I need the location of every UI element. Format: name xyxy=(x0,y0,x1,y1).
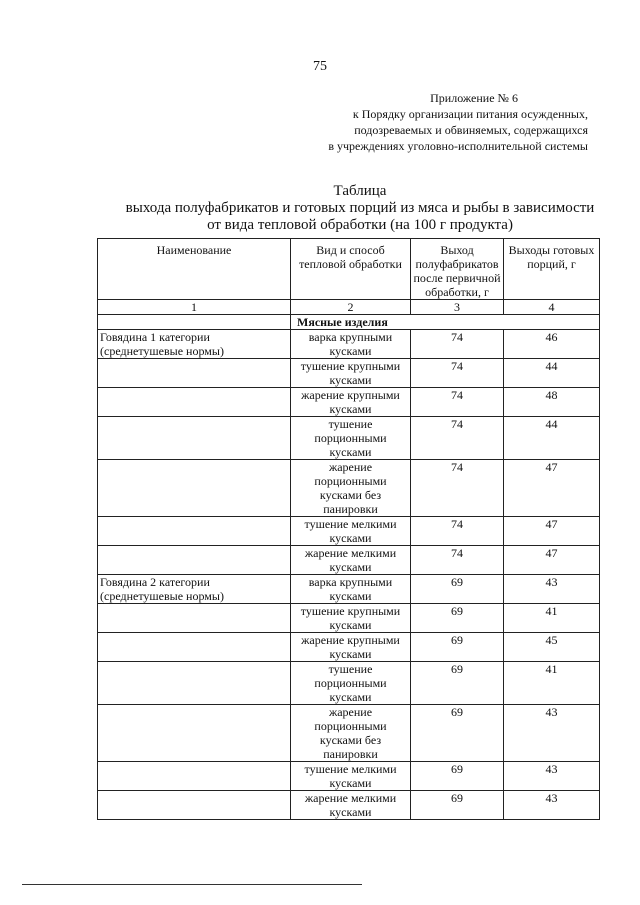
semi-yield-cell: 69 xyxy=(411,705,504,762)
method-cell: тушение порционными кусками xyxy=(291,417,411,460)
table-row xyxy=(98,604,600,633)
method-cell: жарение мелкими кусками xyxy=(291,791,411,820)
table-row xyxy=(98,359,600,388)
item-name-cell xyxy=(98,517,291,546)
item-name-cell: Говядина 1 категории (среднетушевые нормы) xyxy=(98,330,291,359)
table-row xyxy=(98,460,600,517)
header-cell: Вид и способ тепловой обработки xyxy=(291,239,411,300)
appendix-title: Приложение № 6 xyxy=(430,91,518,105)
column-number: 4 xyxy=(504,300,600,315)
table-row xyxy=(98,762,600,791)
item-name-cell xyxy=(98,662,291,705)
table-row xyxy=(98,517,600,546)
item-name-cell: Говядина 2 категории (среднетушевые нормы) xyxy=(98,575,291,604)
semi-yield-cell: 74 xyxy=(411,460,504,517)
table-body xyxy=(98,315,600,820)
header-cell: Выходы готовых порций, г xyxy=(504,239,600,300)
table-row xyxy=(98,330,600,359)
semi-yield-cell: 69 xyxy=(411,791,504,820)
section-row xyxy=(98,315,600,330)
semi-yield-cell: 69 xyxy=(411,662,504,705)
semi-yield-cell: 69 xyxy=(411,762,504,791)
table-row xyxy=(98,417,600,460)
header-row xyxy=(98,239,600,300)
page-number: 75 xyxy=(313,59,327,74)
item-name-cell xyxy=(98,546,291,575)
method-cell: тушение крупными кусками xyxy=(291,359,411,388)
ready-yield-cell: 47 xyxy=(504,546,600,575)
item-name-cell xyxy=(98,633,291,662)
method-cell: тушение порционными кусками xyxy=(291,662,411,705)
semi-yield-cell: 74 xyxy=(411,417,504,460)
ready-yield-cell: 43 xyxy=(504,575,600,604)
table-row xyxy=(98,705,600,762)
ready-yield-cell: 47 xyxy=(504,460,600,517)
ready-yield-cell: 44 xyxy=(504,359,600,388)
semi-yield-cell: 69 xyxy=(411,604,504,633)
method-cell: варка крупными кусками xyxy=(291,330,411,359)
appendix-line: подозреваемых и обвиняемых, содержащихся xyxy=(354,123,588,137)
ready-yield-cell: 41 xyxy=(504,662,600,705)
ready-yield-cell: 43 xyxy=(504,705,600,762)
method-cell: варка крупными кусками xyxy=(291,575,411,604)
item-name-cell xyxy=(98,604,291,633)
footer-rule xyxy=(22,884,362,885)
ready-yield-cell: 47 xyxy=(504,517,600,546)
method-cell: жарение порционными кусками без панировки xyxy=(291,460,411,517)
semi-yield-cell: 69 xyxy=(411,575,504,604)
table-subtitle: от вида тепловой обработки (на 100 г продукта) xyxy=(207,217,513,233)
table-row xyxy=(98,662,600,705)
table-row xyxy=(98,633,600,662)
semi-yield-cell: 74 xyxy=(411,388,504,417)
method-cell: тушение крупными кусками xyxy=(291,604,411,633)
item-name-cell xyxy=(98,705,291,762)
ready-yield-cell: 46 xyxy=(504,330,600,359)
method-cell: жарение порционными кусками без панировки xyxy=(291,705,411,762)
header-cell: Наименование xyxy=(98,239,291,300)
item-name-cell xyxy=(98,417,291,460)
semi-yield-cell: 69 xyxy=(411,633,504,662)
section-cell-empty xyxy=(98,315,291,330)
column-number: 2 xyxy=(291,300,411,315)
ready-yield-cell: 43 xyxy=(504,791,600,820)
ready-yield-cell: 41 xyxy=(504,604,600,633)
semi-yield-cell: 74 xyxy=(411,330,504,359)
column-number: 1 xyxy=(98,300,291,315)
ready-yield-cell: 44 xyxy=(504,417,600,460)
method-cell: жарение крупными кусками xyxy=(291,633,411,662)
appendix-block xyxy=(328,90,588,154)
yield-table xyxy=(97,238,600,820)
semi-yield-cell: 74 xyxy=(411,546,504,575)
header-cell: Выход полуфабрикатов после первичной обработки, г xyxy=(411,239,504,300)
column-number: 3 xyxy=(411,300,504,315)
table-row xyxy=(98,575,600,604)
method-cell: тушение мелкими кусками xyxy=(291,762,411,791)
appendix-line: в учреждениях уголовно-исполнительной системы xyxy=(328,139,588,153)
table-row xyxy=(98,546,600,575)
item-name-cell xyxy=(98,388,291,417)
table-row xyxy=(98,388,600,417)
method-cell: жарение мелкими кусками xyxy=(291,546,411,575)
semi-yield-cell: 74 xyxy=(411,517,504,546)
appendix-line: к Порядку организации питания осужденных, xyxy=(352,107,588,121)
method-cell: жарение крупными кусками xyxy=(291,388,411,417)
item-name-cell xyxy=(98,762,291,791)
table-row xyxy=(98,791,600,820)
item-name-cell xyxy=(98,359,291,388)
table-subtitle: выхода полуфабрикатов и готовых порций из мяса и рыбы в зависимости xyxy=(125,200,595,216)
item-name-cell xyxy=(98,460,291,517)
table-title: Таблица xyxy=(333,183,387,199)
ready-yield-cell: 43 xyxy=(504,762,600,791)
semi-yield-cell: 74 xyxy=(411,359,504,388)
item-name-cell xyxy=(98,791,291,820)
column-number-row xyxy=(98,300,600,315)
ready-yield-cell: 48 xyxy=(504,388,600,417)
section-title: Мясные изделия xyxy=(291,315,600,330)
ready-yield-cell: 45 xyxy=(504,633,600,662)
method-cell: тушение мелкими кусками xyxy=(291,517,411,546)
